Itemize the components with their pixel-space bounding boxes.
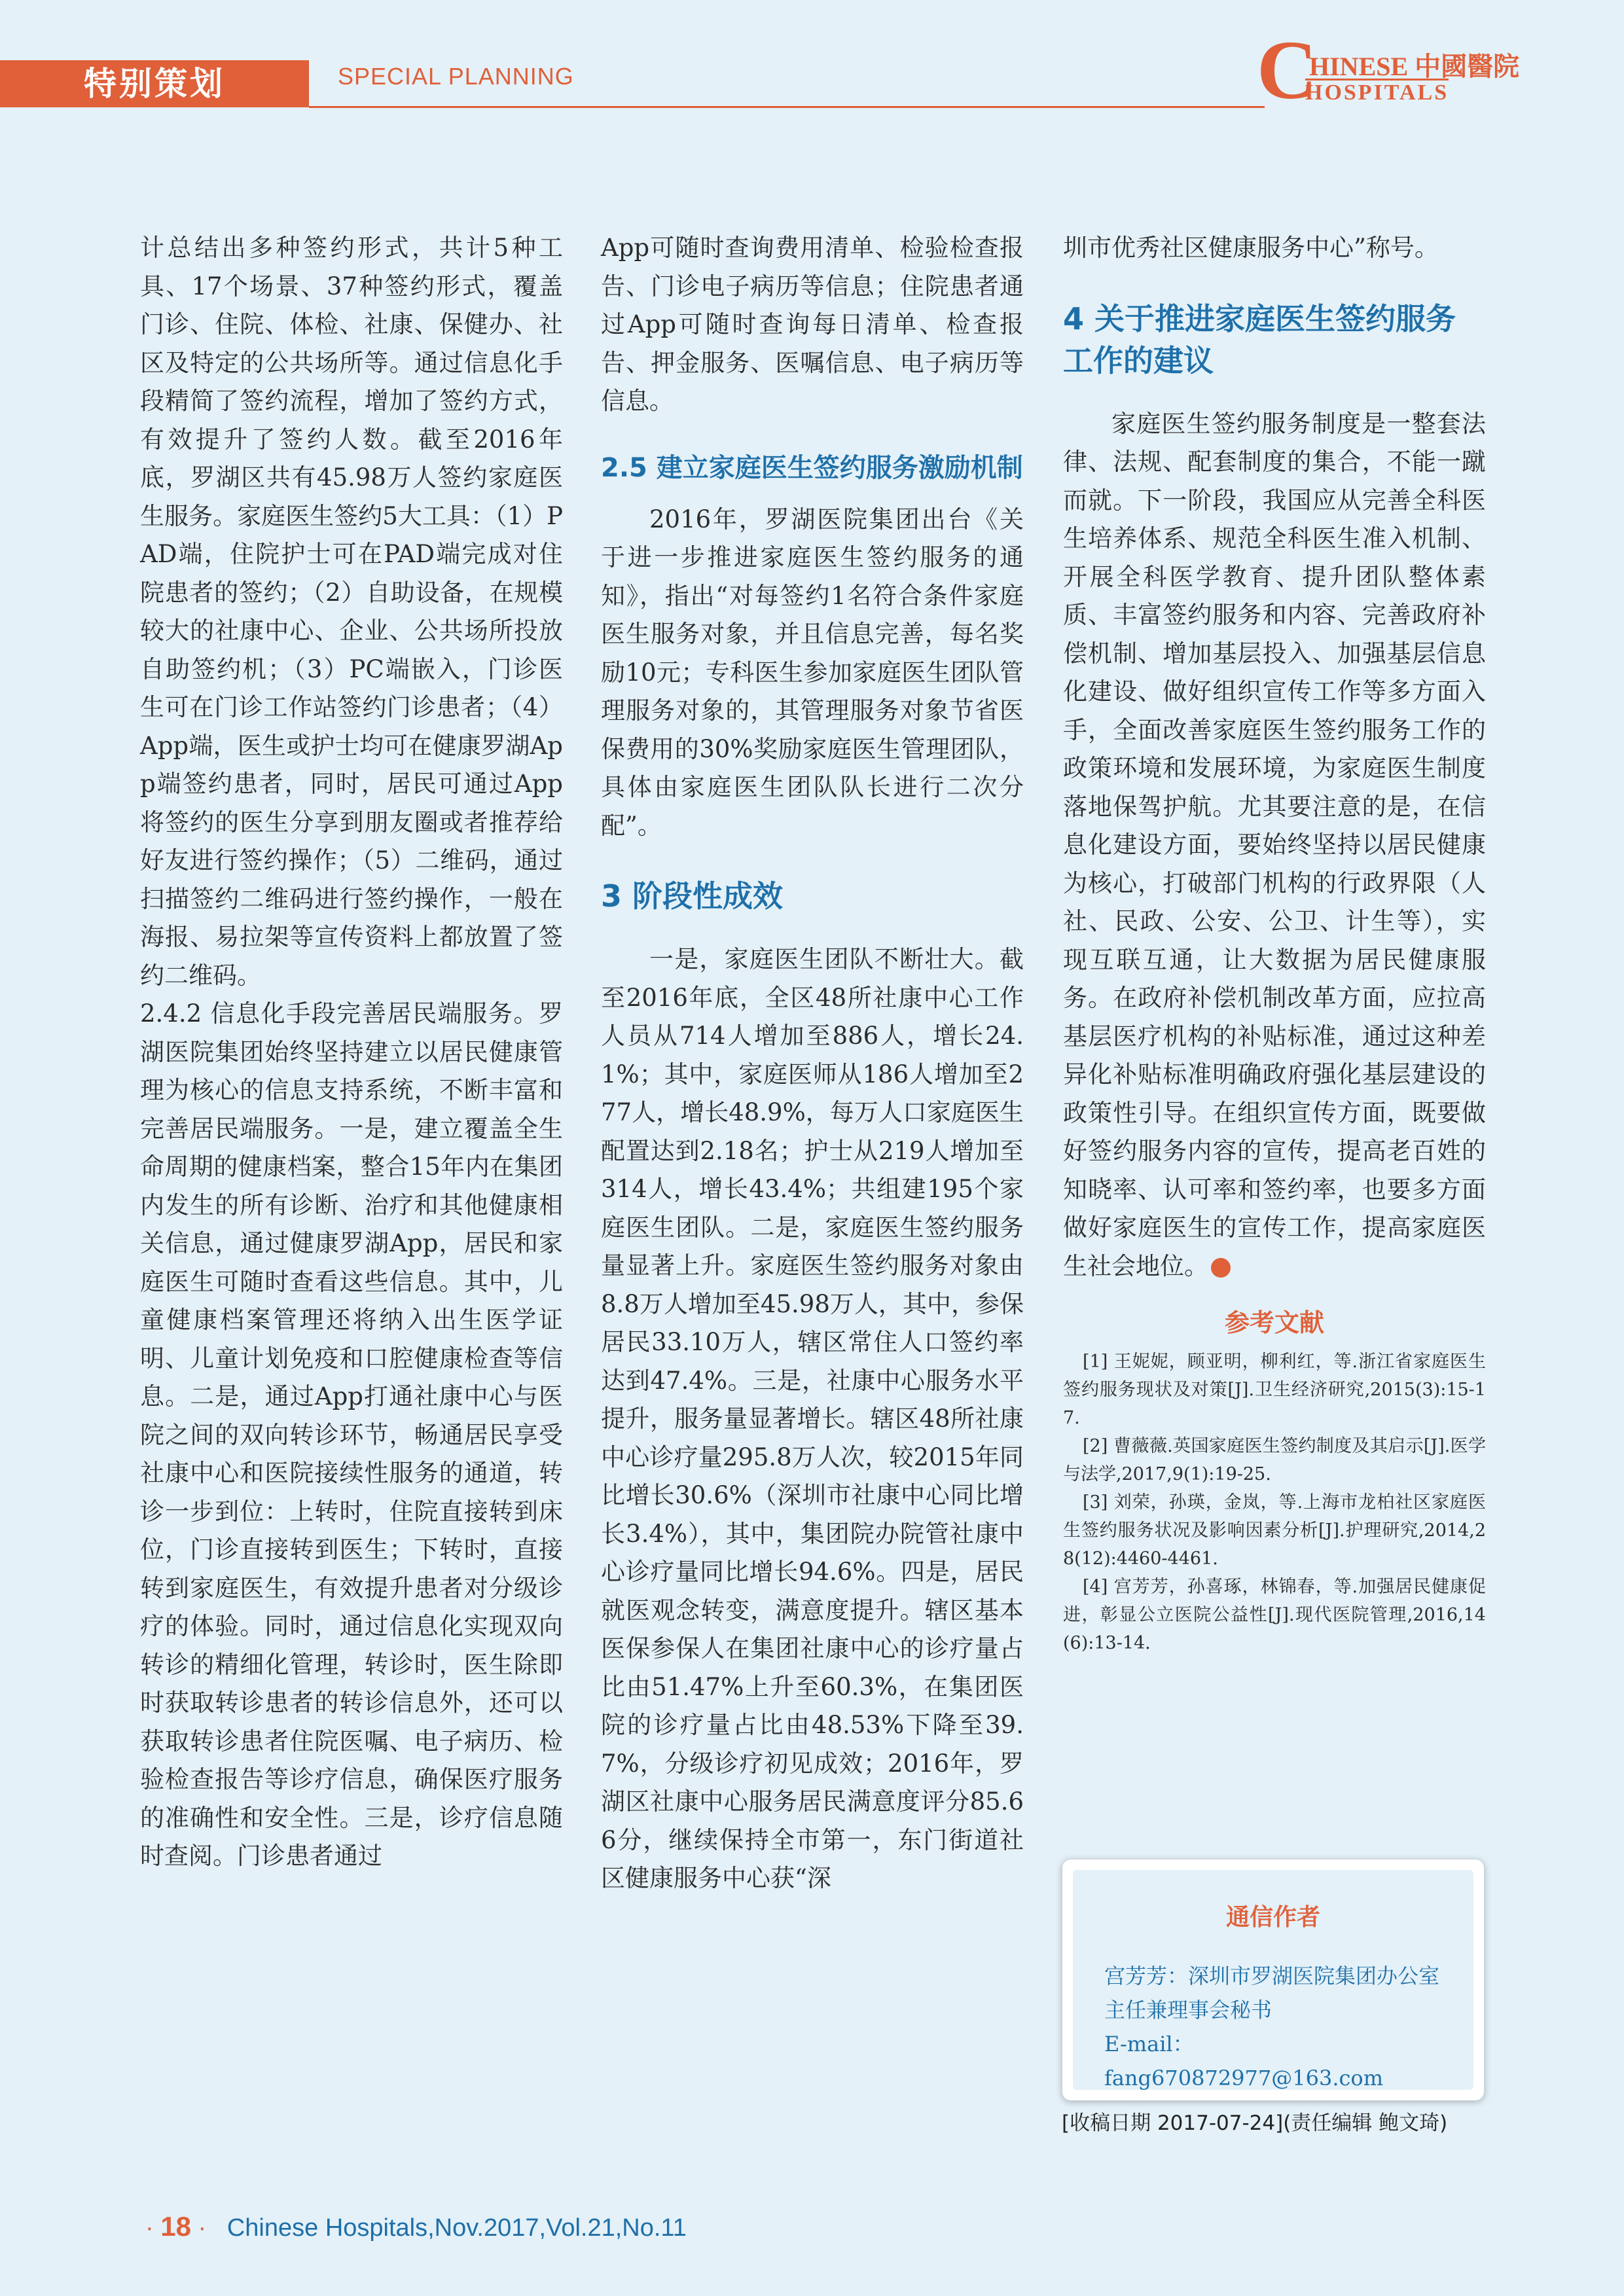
correspondence-text <box>1104 1959 1454 2095</box>
section-heading: 3 阶段性成效 <box>601 878 784 914</box>
correspondence-author: 宫芳芳：深圳市罗湖医院集团办公室主任兼理事会秘书 <box>1104 1964 1440 2022</box>
column-3 <box>1063 229 1486 1657</box>
logo-top-text: HINESE 中國醫院 <box>1309 52 1520 81</box>
correspondence-title: 通信作者 <box>1225 1904 1320 1931</box>
article-end-icon <box>1211 1258 1231 1278</box>
paragraph-text: 家庭医生签约服务制度是一整套法律、法规、配套制度的集合，不能一蹴而就。下一阶段，我国应从完善全科医生培养体系、规范全科医生准入机制、开展全科医学教育、提升团队整体素质、丰富签约服务和内容、完善政府补偿机制、增加基层投入、加强基层信息化建设、做好组织宣传工作等多方面入手，全面改善家庭医生签约服务工作的政策环境和发展环境，为家庭医生制度落地保驾护航。尤其要注意的是，在信息化建设方面，要始终坚持以居民健康为核心，打破部门机构的行政界限（人社、民政、公安、公卫、计生等），实现互联互通，让大数据为居民健康服务。在政府补偿机制改革方面，应拉高基层医疗机构的补贴标准，通过这种差异化补贴标准明确政府强化基层建设的政策性引导。在组织宣传方面，既要做好签约服务内容的宣传，提高老百姓的知晓率、认可率和签约率，也要多方面做好家庭医生的宣传工作，提高家庭医生社会地位。 <box>1063 409 1486 1280</box>
section-heading: 4 关于推进家庭医生签约服务工作的建议 <box>1063 300 1456 378</box>
paragraph: 一是，家庭医生团队不断壮大。截至2016年底，全区48所社康中心工作人员从714人增加至886人，增长24.1%；其中，家庭医师从186人增加至277人，增长48.9%，每万人口家庭医生配置达到2.18名；护士从219人增加至314人，增长43.4%；共组建195个家庭医生团队。二是，家庭医生签约服务量显著上升。家庭医生签约服务对象由8.8万人增加至45.98万人，其中，参保居民33.10万人，辖区常住人口签约率达到47.4%。三是，社康中心服务水平提升，服务量显著增长。辖区48所社康中心诊疗量295.8万人次，较2015年同比增长30.6%（深圳市社康中心同比增长3.4%），其中，集团院办院管社康中心诊疗量同比增长94.6%。四是，居民就医观念转变，满意度提升。辖区基本医保参保人在集团社康中心的诊疗量占比由51.47%上升至60.3%，在集团医院的诊疗量占比由48.53%下降至39.7%，分级诊疗初见成效；2016年，罗湖区社康中心服务居民满意度评分85.66分，继续保持全市第一，东门街道社区健康服务中心获“深 <box>601 945 1024 1892</box>
footer-bullet-icon: · <box>145 2214 154 2242</box>
reference-item: [1] 王妮妮，顾亚明，柳利红，等.浙江省家庭医生签约服务现状及对策[J].卫生经济研究,2015(3):15-17. <box>1063 1352 1486 1428</box>
paragraph: App可随时查询费用清单、检验检查报告、门诊电子病历等信息；住院患者通过App可随时查询每日清单、检查报告、押金服务、医嘱信息、电子病历等信息。 <box>601 234 1024 415</box>
paragraph <box>1063 405 1486 1286</box>
column-2 <box>601 229 1024 1898</box>
paragraph: 2016年，罗湖医院集团出台《关于进一步推进家庭医生签约服务的通知》，指出“对每签约1名符合条件家庭医生服务对象，并且信息完善，每名奖励10元；专科医生参加家庭医生团队管理服务对象的，其管理服务对象节省医保费用的30%奖励家庭医生管理团队，具体由家庭医生团队队长进行二次分配”。 <box>601 505 1024 840</box>
reference-item: [2] 曹薇薇.英国家庭医生签约制度及其启示[J].医学与法学,2017,9(1):19-25. <box>1063 1436 1486 1484</box>
logo-bottom-text: HOSPITALS <box>1305 79 1449 105</box>
references-list <box>1063 1348 1486 1657</box>
page-footer <box>145 2211 687 2242</box>
reference-item: [4] 宫芳芳，孙喜琢，林锦春，等.加强居民健康促进，彰显公立医院公益性[J].现代医院管理,2016,14(6):13-14. <box>1063 1577 1486 1653</box>
paragraph: 计总结出多种签约形式，共计5种工具、17个场景、37种签约形式，覆盖门诊、住院、体检、社康、保健办、社区及特定的公共场所等。通过信息化手段精简了签约流程，增加了签约方式，有效提升了签约人数。截至2016年底，罗湖区共有45.98万人签约家庭医生服务。家庭医生签约5大工具：（1）PAD端，住院护士可在PAD端完成对住院患者的签约；（2）自助设备，在规模较大的社康中心、企业、公共场所投放自助签约机；（3）PC端嵌入，门诊医生可在门诊工作站签约门诊患者；（4）App端，医生或护士均可在健康罗湖App端签约患者，同时，居民可通过App将签约的医生分享到朋友圈或者推荐给好友进行签约操作；（5）二维码，通过扫描签约二维码进行签约操作，一般在海报、易拉架等宣传资料上都放置了签约二维码。 <box>140 234 563 990</box>
correspondence-box <box>1062 1859 1485 2101</box>
logo-letter-c: C <box>1257 24 1318 117</box>
journal-citation: Chinese Hospitals,Nov.2017,Vol.21,No.11 <box>226 2214 687 2242</box>
reference-item: [3] 刘荣，孙瑛，金岚，等.上海市龙柏社区家庭医生签约服务状况及影响因素分析[J].护理研究,2014,28(12):4460-4461. <box>1063 1492 1486 1569</box>
column-1 <box>140 229 563 1876</box>
received-date: [收稿日期 2017-07-24](责任编辑 鲍文琦) <box>1062 2111 1448 2135</box>
paragraph: 2.4.2 信息化手段完善居民端服务。罗湖医院集团始终坚持建立以居民健康管理为核心的信息支持系统，不断丰富和完善居民端服务。一是，建立覆盖全生命周期的健康档案，整合15年内在集团内发生的所有诊断、治疗和其他健康相关信息，通过健康罗湖App，居民和家庭医生可随时查看这些信息。其中，儿童健康档案管理还将纳入出生医学证明、儿童计划免疫和口腔健康检查等信息。二是，通过App打通社康中心与医院之间的双向转诊环节，畅通居民享受社康中心和医院接续性服务的通道，转诊一步到位：上转时，住院直接转到床位，门诊直接转到医生；下转时，直接转到家庭医生，有效提升患者对分级诊疗的体验。同时，通过信息化实现双向转诊的精细化管理，转诊时，医生除即时获取转诊患者的转诊信息外，还可以获取转诊患者住院医嘱、电子病历、检验检查报告等诊疗信息，确保医疗服务的准确性和安全性。三是，诊疗信息随时查阅。门诊患者通过 <box>140 999 563 1870</box>
correspondence-inner <box>1073 1870 1473 2090</box>
footer-bullet-icon: · <box>198 2214 207 2242</box>
journal-logo <box>1257 24 1520 117</box>
correspondence-email: E-mail：fang670872977@163.com <box>1104 2032 1384 2090</box>
section-label-cn: 特别策划 <box>0 60 309 107</box>
subsection-heading: 2.5 建立家庭医生签约服务激励机制 <box>601 452 1023 483</box>
header-rule <box>309 106 1265 108</box>
references-title: 参考文献 <box>1224 1308 1324 1337</box>
page-number: 18 <box>160 2211 191 2242</box>
section-label-en: SPECIAL PLANNING <box>338 63 574 90</box>
paragraph: 圳市优秀社区健康服务中心”称号。 <box>1063 234 1439 262</box>
